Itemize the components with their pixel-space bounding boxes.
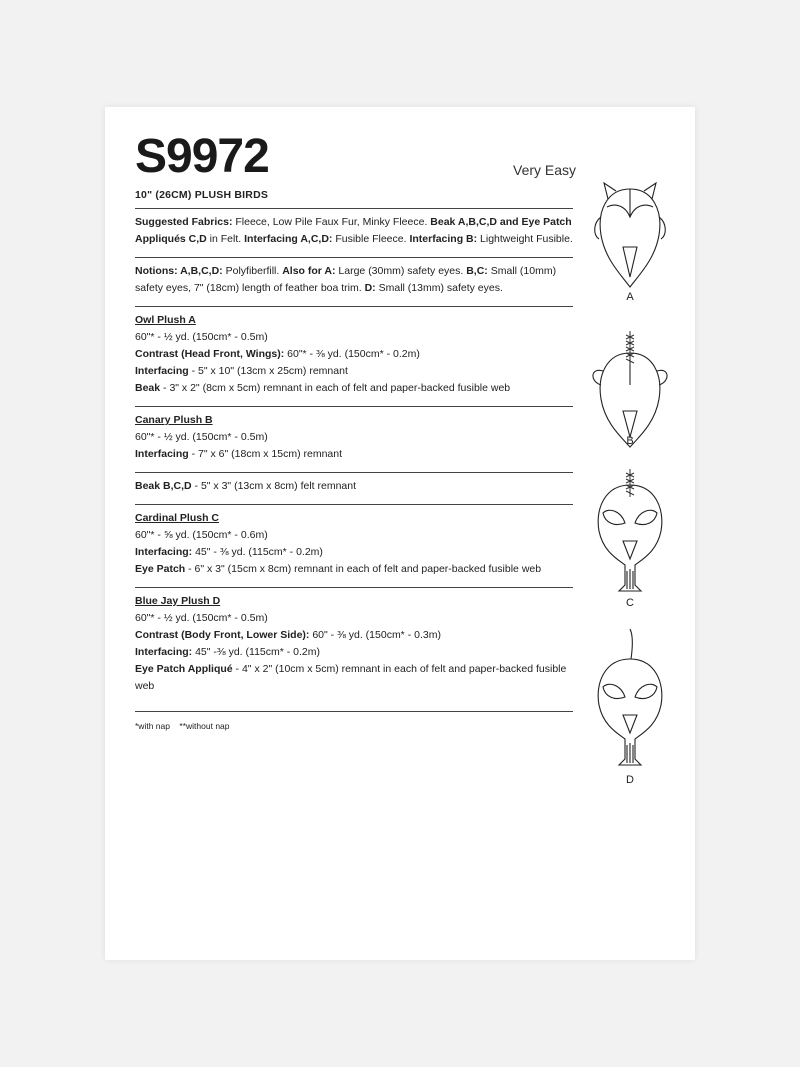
interfacing-label: Interfacing A,C,D: [244, 233, 333, 245]
pattern-number: S9972 [135, 130, 269, 183]
interfacing-b-text: Lightweight Fusible. [477, 233, 573, 245]
cardinal-interfacing-text: 45" - ⅜ yd. (115cm* - 0.2m) [192, 546, 323, 558]
bluejay-contrast-text: 60" - ⅜ yd. (150cm* - 0.3m) [309, 629, 441, 641]
beak-bcd-label: Beak B,C,D [135, 480, 192, 492]
beak-label: Beak A,B,C,D and Eye Patch Appliqués C,D [135, 216, 572, 245]
beak-bcd [135, 478, 573, 495]
canary-interfacing-label: Interfacing [135, 448, 189, 460]
divider [135, 406, 573, 407]
notions [135, 263, 573, 297]
bluejay-eye-text: - 4" x 2" (10cm x 5cm) remnant in each of felt and paper-backed fusible web [135, 663, 567, 692]
requirements-column [135, 187, 573, 735]
owl-beak-label: Beak [135, 382, 161, 394]
view-letter: C [626, 597, 634, 609]
fabrics-label: Suggested Fabrics: [135, 216, 233, 228]
bluejay-interfacing-label: Interfacing: [135, 646, 193, 658]
cardinal-interfacing-label: Interfacing: [135, 546, 193, 558]
notions-bc-text: Small (10mm) safety eyes, 7" (18cm) length of feather boa trim. [135, 265, 557, 294]
interfacing-text: Fusible Fleece. [332, 233, 410, 245]
owl-interfacing-label: Interfacing [135, 365, 189, 377]
owl-contrast-label: Contrast (Head Front, Wings): [135, 348, 285, 360]
owl-interfacing-text: - 5" x 10" (13cm x 25cm) remnant [188, 365, 348, 377]
notions-a-text: Large (30mm) safety eyes. [335, 265, 467, 277]
view-owl [135, 312, 573, 397]
beak-text: in Felt. [206, 233, 245, 245]
bluejay-heading: Blue Jay Plush D [135, 595, 221, 607]
bluejay-contrast-label: Contrast (Body Front, Lower Side): [135, 629, 310, 641]
owl-beak-text: - 3" x 2" (8cm x 5cm) remnant in each of felt and paper-backed fusible web [160, 382, 511, 394]
beak-bcd-text: - 5" x 3" (13cm x 8cm) felt remnant [191, 480, 357, 492]
footnote: *with nap **without nap [135, 721, 230, 731]
divider [135, 587, 573, 588]
bluejay-eye-label: Eye Patch Appliqué [135, 663, 233, 675]
cardinal-line1: 60"* - ⅝ yd. (150cm* - 0.6m) [135, 529, 268, 541]
notions-d-text: Small (13mm) safety eyes. [375, 282, 503, 294]
divider [135, 472, 573, 473]
notions-a-label: Also for A: [282, 265, 336, 277]
divider [135, 711, 573, 712]
view-bluejay [135, 593, 573, 695]
cardinal-illustration [585, 467, 675, 607]
notions-d-label: D: [364, 282, 376, 294]
cardinal-heading: Cardinal Plush C [135, 512, 220, 524]
view-letter: A [626, 291, 634, 303]
view-canary [135, 412, 573, 463]
view-illustrations [585, 177, 675, 807]
cardinal-eye-label: Eye Patch [135, 563, 186, 575]
interfacing-b-label: Interfacing B: [409, 233, 478, 245]
notions-text: Polyfiberfill. [222, 265, 283, 277]
canary-line1: 60"* - ½ yd. (150cm* - 0.5m) [135, 431, 268, 443]
bluejay-line1: 60"* - ½ yd. (150cm* - 0.5m) [135, 612, 268, 624]
owl-contrast-text: 60"* - ⅜ yd. (150cm* - 0.2m) [284, 348, 420, 360]
cardinal-eye-text: - 6" x 3" (15cm x 8cm) remnant in each of felt and paper-backed fusible web [185, 563, 542, 575]
divider [135, 257, 573, 258]
divider [135, 306, 573, 307]
view-cardinal [135, 510, 573, 578]
view-letter: B [626, 435, 634, 447]
owl-line1: 60"* - ½ yd. (150cm* - 0.5m) [135, 331, 268, 343]
canary-heading: Canary Plush B [135, 414, 213, 426]
view-letter: D [626, 774, 634, 786]
suggested-fabrics [135, 214, 573, 248]
fabrics-text: Fleece, Low Pile Faux Fur, Minky Fleece. [232, 216, 431, 228]
pattern-envelope-back [105, 107, 695, 960]
canary-interfacing-text: - 7" x 6" (18cm x 15cm) remnant [188, 448, 343, 460]
difficulty-label: Very Easy [513, 162, 577, 178]
owl-illustration [585, 177, 675, 297]
owl-heading: Owl Plush A [135, 314, 196, 326]
divider [135, 208, 573, 209]
bluejay-interfacing-text: 45" -⅜ yd. (115cm* - 0.2m) [192, 646, 320, 658]
notions-bc-label: B,C: [466, 265, 488, 277]
divider [135, 504, 573, 505]
pattern-title: 10" (26CM) PLUSH BIRDS [135, 189, 269, 201]
notions-label: Notions: A,B,C,D: [135, 265, 223, 277]
bluejay-illustration [585, 625, 675, 785]
